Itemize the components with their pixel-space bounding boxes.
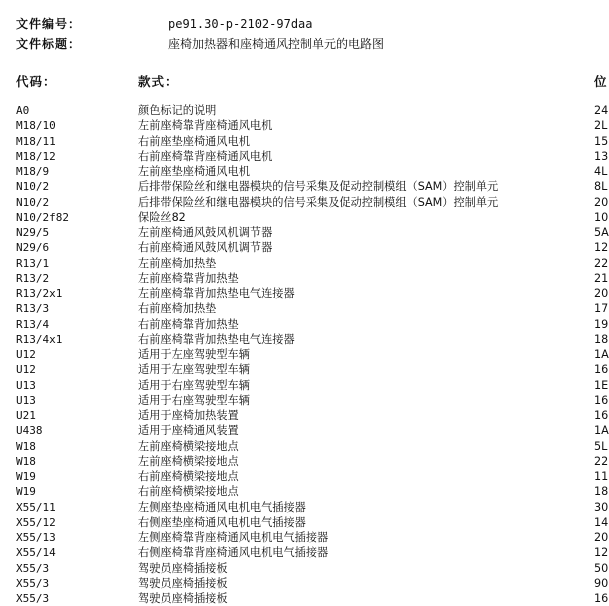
column-header-code: 代码：: [16, 74, 57, 89]
component-code: U13: [16, 378, 36, 392]
component-position: 16: [594, 363, 609, 377]
component-description: 保险丝82: [138, 210, 186, 224]
component-description: 右前座椅靠背座椅通风电机: [138, 149, 273, 163]
table-row: [0, 149, 609, 164]
component-description: 左前座椅靠背座椅通风电机: [138, 119, 273, 133]
component-description: 右前座椅靠背加热垫电气连接器: [138, 332, 295, 346]
component-position: 50: [594, 561, 609, 575]
component-code: N10/2: [16, 180, 50, 194]
component-code: R13/1: [16, 256, 50, 270]
component-position: 21: [594, 271, 609, 285]
component-position: 14: [594, 515, 609, 529]
component-position: 30: [594, 500, 609, 514]
component-list: [0, 103, 609, 606]
doc-number-value: pe91.30-p-2102-97daa: [168, 17, 313, 31]
component-description: 驾驶员座椅插接板: [138, 592, 228, 605]
component-code: X55/14: [16, 546, 56, 560]
component-code: N10/2f82: [16, 210, 69, 224]
table-row: [0, 423, 609, 438]
table-row: [0, 286, 609, 301]
component-code: R13/3: [16, 302, 50, 316]
table-row: [0, 591, 609, 606]
table-row: [0, 134, 609, 149]
component-code: M18/11: [16, 134, 56, 148]
component-code: R13/4: [16, 317, 50, 331]
component-position: 5A: [594, 226, 609, 239]
table-row: [0, 256, 609, 271]
component-code: X55/13: [16, 531, 56, 544]
component-code: X55/3: [16, 561, 50, 575]
component-description: 适用于座椅通风装置: [138, 424, 239, 438]
column-header-desc: 款式：: [138, 74, 179, 89]
component-description: 驾驶员座椅插接板: [138, 561, 228, 575]
table-row: [0, 347, 609, 362]
component-code: A0: [16, 104, 30, 117]
component-position: 2L: [594, 119, 608, 133]
component-position: 15: [594, 134, 609, 148]
table-row: [0, 408, 609, 423]
component-position: 20: [594, 531, 609, 544]
component-description: 适用于右座驾驶型车辆: [138, 393, 250, 407]
table-row: [0, 484, 609, 499]
component-position: 1A: [594, 348, 609, 361]
component-description: 驾驶员座椅插接板: [138, 576, 228, 590]
table-row: [0, 179, 608, 194]
component-position: 13: [594, 149, 609, 163]
component-code: M18/9: [16, 165, 50, 178]
component-description: 左前座椅靠背加热垫电气连接器: [138, 287, 295, 300]
table-row: [0, 118, 608, 133]
component-position: 24: [594, 104, 609, 117]
component-position: 20: [594, 195, 609, 209]
component-position: 19: [594, 317, 609, 331]
table-row: [0, 378, 609, 393]
component-description: 后排带保险丝和继电器模块的信号采集及促动控制模组（SAM）控制单元: [138, 180, 499, 194]
table-row: [0, 469, 609, 484]
component-code: W18: [16, 439, 36, 453]
component-code: U21: [16, 409, 36, 422]
component-description: 适用于左座驾驶型车辆: [138, 348, 250, 361]
table-row: [0, 301, 609, 316]
component-code: N29/6: [16, 241, 50, 255]
component-position: 18: [594, 485, 609, 499]
doc-title-value: 座椅加热器和座椅通风控制单元的电路图: [168, 37, 385, 51]
component-code: N29/5: [16, 226, 50, 239]
component-code: R13/2x1: [16, 287, 63, 300]
component-position: 17: [594, 302, 609, 316]
component-description: 右前座垫座椅通风电机: [138, 134, 250, 148]
component-code: M18/12: [16, 149, 56, 163]
component-position: 22: [594, 256, 609, 270]
component-position: 4L: [594, 165, 608, 178]
component-description: 左前座椅通风鼓风机调节器: [138, 226, 273, 239]
component-code: U438: [16, 424, 43, 438]
component-description: 适用于座椅加热装置: [138, 409, 239, 422]
component-description: 右前座椅横梁接地点: [138, 470, 239, 483]
component-description: 颜色标记的说明: [138, 104, 217, 117]
table-row: [0, 164, 608, 179]
table-row: [0, 454, 609, 469]
component-code: W18: [16, 454, 36, 468]
component-description: 左前座椅横梁接地点: [138, 454, 239, 468]
column-header-pos: 位: [594, 74, 608, 89]
component-description: 适用于右座驾驶型车辆: [138, 378, 250, 392]
table-row: [0, 240, 609, 255]
component-code: X55/11: [16, 500, 56, 514]
component-position: 1A: [594, 424, 609, 438]
table-row: [0, 515, 609, 530]
component-code: M18/10: [16, 119, 56, 133]
component-position: 1E: [594, 378, 609, 392]
table-row: [0, 332, 609, 347]
component-code: U12: [16, 363, 36, 377]
component-position: 11: [594, 470, 609, 483]
component-code: U12: [16, 348, 36, 361]
table-row: [0, 500, 609, 515]
component-description: 右前座椅加热垫: [138, 302, 217, 316]
component-code: N10/2: [16, 195, 50, 209]
component-description: 左侧座椅靠背座椅通风电机电气插接器: [138, 531, 329, 544]
component-position: 18: [594, 332, 609, 346]
component-description: 后排带保险丝和继电器模块的信号采集及促动控制模组（SAM）控制单元: [138, 195, 499, 209]
component-position: 16: [594, 393, 609, 407]
table-row: [0, 103, 609, 118]
component-position: 16: [594, 409, 609, 422]
component-description: 右前座椅靠背加热垫: [138, 317, 239, 331]
table-row: [0, 439, 608, 454]
component-code: W19: [16, 470, 36, 483]
component-description: 左前座椅加热垫: [138, 256, 217, 270]
component-code: R13/2: [16, 271, 50, 285]
table-row: [0, 561, 609, 576]
component-code: X55/12: [16, 515, 56, 529]
component-description: 右前座椅通风鼓风机调节器: [138, 241, 273, 255]
component-code: X55/3: [16, 576, 50, 590]
component-position: 16: [594, 592, 609, 605]
table-row: [0, 317, 609, 332]
table-row: [0, 545, 609, 560]
table-row: [0, 195, 609, 210]
component-description: 左前座垫座椅通风电机: [138, 165, 250, 178]
component-code: U13: [16, 393, 36, 407]
component-description: 右侧座垫座椅通风电机电气插接器: [138, 515, 306, 529]
table-row: [0, 362, 609, 377]
table-row: [0, 210, 609, 225]
component-description: 右侧座椅靠背座椅通风电机电气插接器: [138, 546, 329, 560]
component-position: 10: [594, 210, 609, 224]
component-position: 90: [594, 576, 609, 590]
component-position: 22: [594, 454, 609, 468]
component-code: W19: [16, 485, 36, 499]
table-row: [0, 271, 609, 286]
component-description: 右前座椅横梁接地点: [138, 485, 239, 499]
component-position: 8L: [594, 180, 608, 194]
component-position: 12: [594, 546, 609, 560]
table-row: [0, 576, 609, 591]
component-description: 适用于左座驾驶型车辆: [138, 363, 250, 377]
doc-title-label: 文件标题：: [16, 37, 82, 51]
component-code: X55/3: [16, 592, 50, 605]
table-row: [0, 530, 609, 545]
component-description: 左侧座垫座椅通风电机电气插接器: [138, 500, 306, 514]
component-description: 左前座椅横梁接地点: [138, 439, 239, 453]
component-position: 12: [594, 241, 609, 255]
component-code: R13/4x1: [16, 332, 63, 346]
table-row: [0, 225, 609, 240]
component-position: 5L: [594, 439, 608, 453]
component-description: 左前座椅靠背加热垫: [138, 271, 239, 285]
doc-number-label: 文件编号：: [16, 17, 82, 31]
table-row: [0, 393, 609, 408]
component-position: 20: [594, 287, 609, 300]
